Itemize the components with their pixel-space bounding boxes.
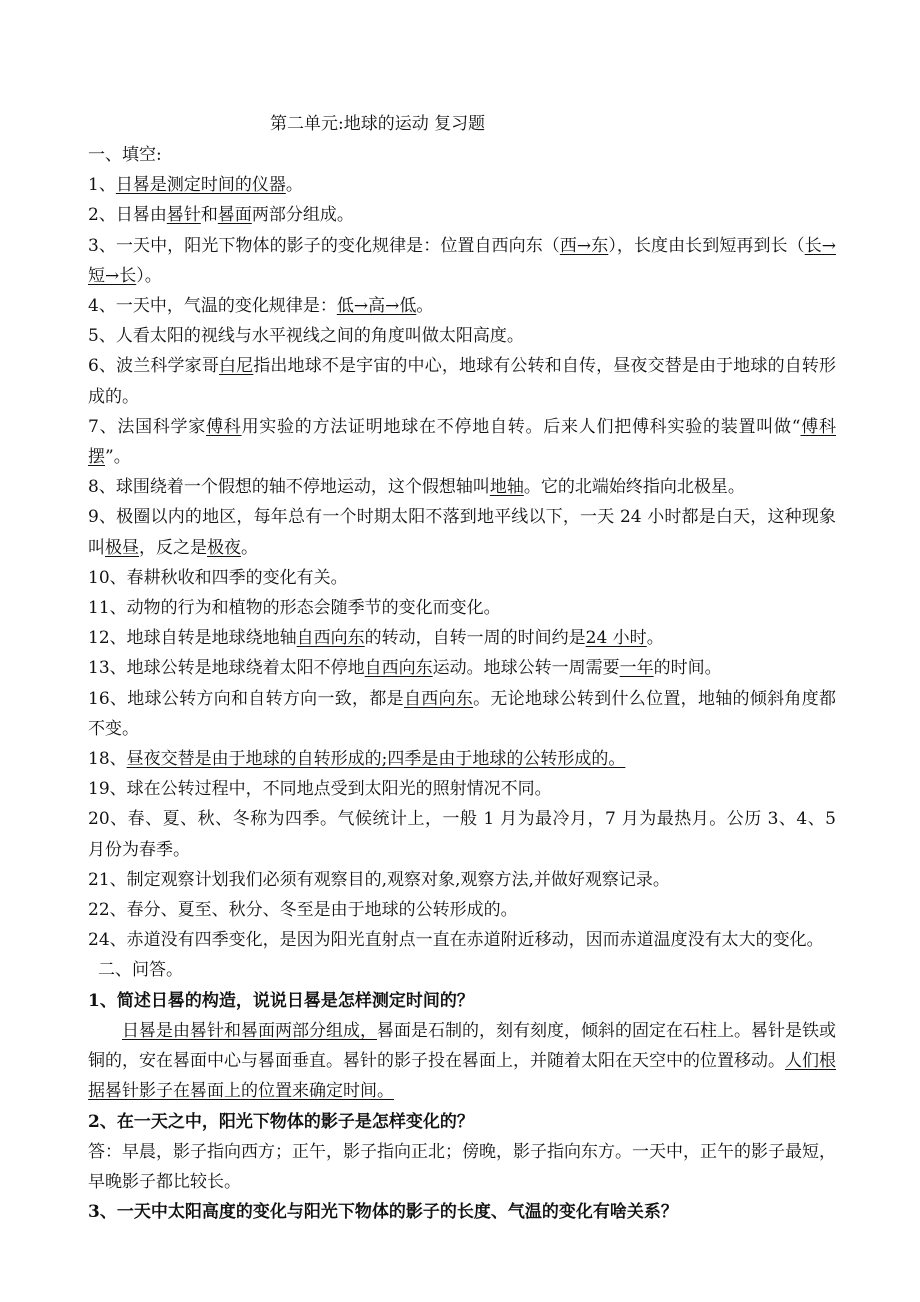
- text-segment: 和: [200, 205, 218, 226]
- section-heading-fill-in: 一、填空:: [88, 145, 162, 165]
- answer-2: 答：早晨，影子指向西方；正午，影子指向正北；傍晚，影子指向东方。一天中，正午的影子最短，早晚影子都比较长。: [88, 1141, 836, 1192]
- underlined-answer: 白尼: [218, 356, 254, 377]
- text-segment: ，反之是: [139, 537, 207, 558]
- underlined-answer: 自西向东: [296, 628, 365, 649]
- underlined-answer: 极昼: [105, 537, 139, 558]
- text-segment: 指出地球不是宇宙的中心，地球有公转和自传，昼夜交替是由于地球的自转形成的。: [88, 356, 837, 407]
- fill-in-item: [88, 865, 836, 895]
- fill-in-item: [88, 412, 836, 472]
- text-segment: 6、波兰科学家哥: [88, 356, 219, 377]
- text-segment: 的转动，自转一周的时间约是: [364, 628, 586, 649]
- fill-in-item: [88, 804, 836, 864]
- text-segment: 用实验的方法证明地球在不停地自转。后来人们把傅科实验的装置叫做“: [241, 416, 801, 437]
- text-segment: 晷面是石制的，刻有刻度，倾斜的固定在石柱上。晷针是铁或铜的，安在晷面中心与晷面垂直。晷针的影子投在晷面上，并随着太阳在天空中的位置移动。: [88, 1020, 836, 1072]
- text-segment: 13、地球公转是地球绕着太阳不停地: [88, 658, 365, 679]
- text-segment: 1、: [88, 175, 116, 196]
- fill-in-item: [88, 593, 836, 623]
- text-segment: 。它的北端始终指向北极星。: [523, 477, 745, 498]
- fill-in-item: [88, 895, 836, 925]
- fill-in-item: [88, 472, 836, 502]
- fill-in-item: [88, 231, 836, 291]
- fill-in-item: [88, 321, 836, 351]
- text-segment: 3、一天中，阳光下物体的影子的变化规律是：位置自西向东（: [88, 235, 560, 256]
- underlined-answer: 西→东: [559, 235, 609, 256]
- underlined-answer: 日晷是测定时间的仪器: [115, 175, 286, 196]
- fill-in-item: [88, 563, 836, 593]
- text-segment: 9、极圈以内的地区，每年总有一个时期太阳不落到地平线以下，一天 24 小时都是白天，这种现象叫: [88, 507, 836, 558]
- underlined-answer: 长→短→长: [88, 235, 837, 286]
- question-3: 3、一天中太阳高度的变化与阳光下物体的影子的长度、气温的变化有啥关系？: [88, 1202, 678, 1223]
- underlined-answer: 低→高→低: [336, 296, 417, 317]
- text-segment: 2、日晷由: [88, 205, 167, 226]
- text-segment: 18、: [88, 749, 127, 770]
- text-segment: 两部分组成。: [251, 205, 354, 226]
- question-1: 1、简述日晷的构造，说说日晷是怎样测定时间的？: [88, 990, 474, 1011]
- text-segment: 21、制定观察计划我们必须有观察目的,观察对象,观察方法,并做好观察记录。: [88, 869, 670, 890]
- underlined-answer: 傅科: [206, 416, 242, 437]
- text-segment: 4、一天中，气温的变化规律是：: [88, 296, 337, 317]
- text-segment: 。: [416, 296, 434, 317]
- text-segment: 8、球围绕着一个假想的轴不停地运动，这个假想轴叫: [88, 477, 490, 498]
- text-segment: 的时间。: [653, 658, 722, 679]
- underlined-answer: 人们根据晷针影子在晷面上的位置来确定时间。: [88, 1051, 836, 1102]
- text-segment: 12、地球自转是地球绕地轴: [88, 628, 297, 649]
- fill-in-item: [88, 744, 836, 774]
- document-title: 第二单元:地球的运动 复习题: [270, 114, 486, 134]
- text-segment: 。: [646, 628, 664, 649]
- underlined-answer: 自西向东: [364, 658, 433, 679]
- text-segment: ”。: [105, 447, 131, 468]
- text-segment: 24、赤道没有四季变化，是因为阳光直射点一直在赤道附近移动，因而赤道温度没有太大的变化。: [88, 930, 824, 951]
- fill-in-item: [88, 684, 836, 744]
- answer-1: [88, 1016, 836, 1107]
- underlined-answer: 晷面: [217, 205, 252, 226]
- text-segment: 10、春耕秋收和四季的变化有关。: [88, 567, 348, 588]
- text-segment: 19、球在公转过程中，不同地点受到太阳光的照射情况不同。: [88, 779, 552, 800]
- fill-in-item: [88, 291, 836, 321]
- underlined-answer: 地轴: [489, 477, 524, 498]
- underlined-answer: 极夜: [207, 537, 241, 558]
- underlined-answer: 自西向东: [403, 688, 474, 709]
- text-segment: 5、人看太阳的视线与水平视线之间的角度叫做太阳高度。: [88, 326, 524, 347]
- text-segment: 11、动物的行为和植物的形态会随季节的变化而变化。: [88, 598, 501, 619]
- fill-in-item: [88, 774, 836, 804]
- underlined-answer: 日晷是由晷针和晷面两部分组成，: [122, 1020, 377, 1041]
- fill-in-item: [88, 653, 836, 683]
- fill-in-item: [88, 200, 836, 230]
- section-heading-qa: 二、问答。: [98, 960, 183, 981]
- fill-in-items: [88, 170, 836, 955]
- text-segment: ）。: [136, 265, 162, 286]
- text-segment: 7、法国科学家: [88, 416, 207, 437]
- text-segment: ），长度由长到短再到长（: [608, 235, 805, 256]
- underlined-answer: 一年: [619, 658, 654, 679]
- fill-in-item: [88, 502, 836, 562]
- underlined-answer: 24 小时: [585, 628, 647, 649]
- text-segment: 。无论地球公转到什么位置，地轴的倾斜角度都不变。: [88, 688, 837, 739]
- fill-in-item: [88, 925, 836, 955]
- fill-in-item: [88, 351, 836, 411]
- fill-in-item: [88, 623, 836, 653]
- text-segment: 20、春、夏、秋、冬称为四季。气候统计上，一般 1 月为最冷月，7 月为最热月。公历 3、4、5 月份为春季。: [88, 809, 836, 860]
- fill-in-item: [88, 170, 836, 200]
- underlined-answer: 晷针: [166, 205, 201, 226]
- question-2: 2、在一天之中，阳光下物体的影子是怎样变化的？: [88, 1111, 474, 1132]
- text-segment: 运动。地球公转一周需要: [432, 658, 620, 679]
- text-segment: 。: [241, 537, 258, 558]
- underlined-answer: 傅科摆: [88, 416, 836, 468]
- text-segment: 22、春分、夏至、秋分、冬至是由于地球的公转形成的。: [88, 900, 518, 921]
- text-segment: 16、地球公转方向和自转方向一致，都是: [88, 688, 404, 709]
- document-body: [88, 140, 836, 1227]
- text-segment: 。: [285, 175, 303, 196]
- underlined-answer: 昼夜交替是由于地球的自转形成的;四季是由于地球的公转形成的。: [126, 749, 626, 770]
